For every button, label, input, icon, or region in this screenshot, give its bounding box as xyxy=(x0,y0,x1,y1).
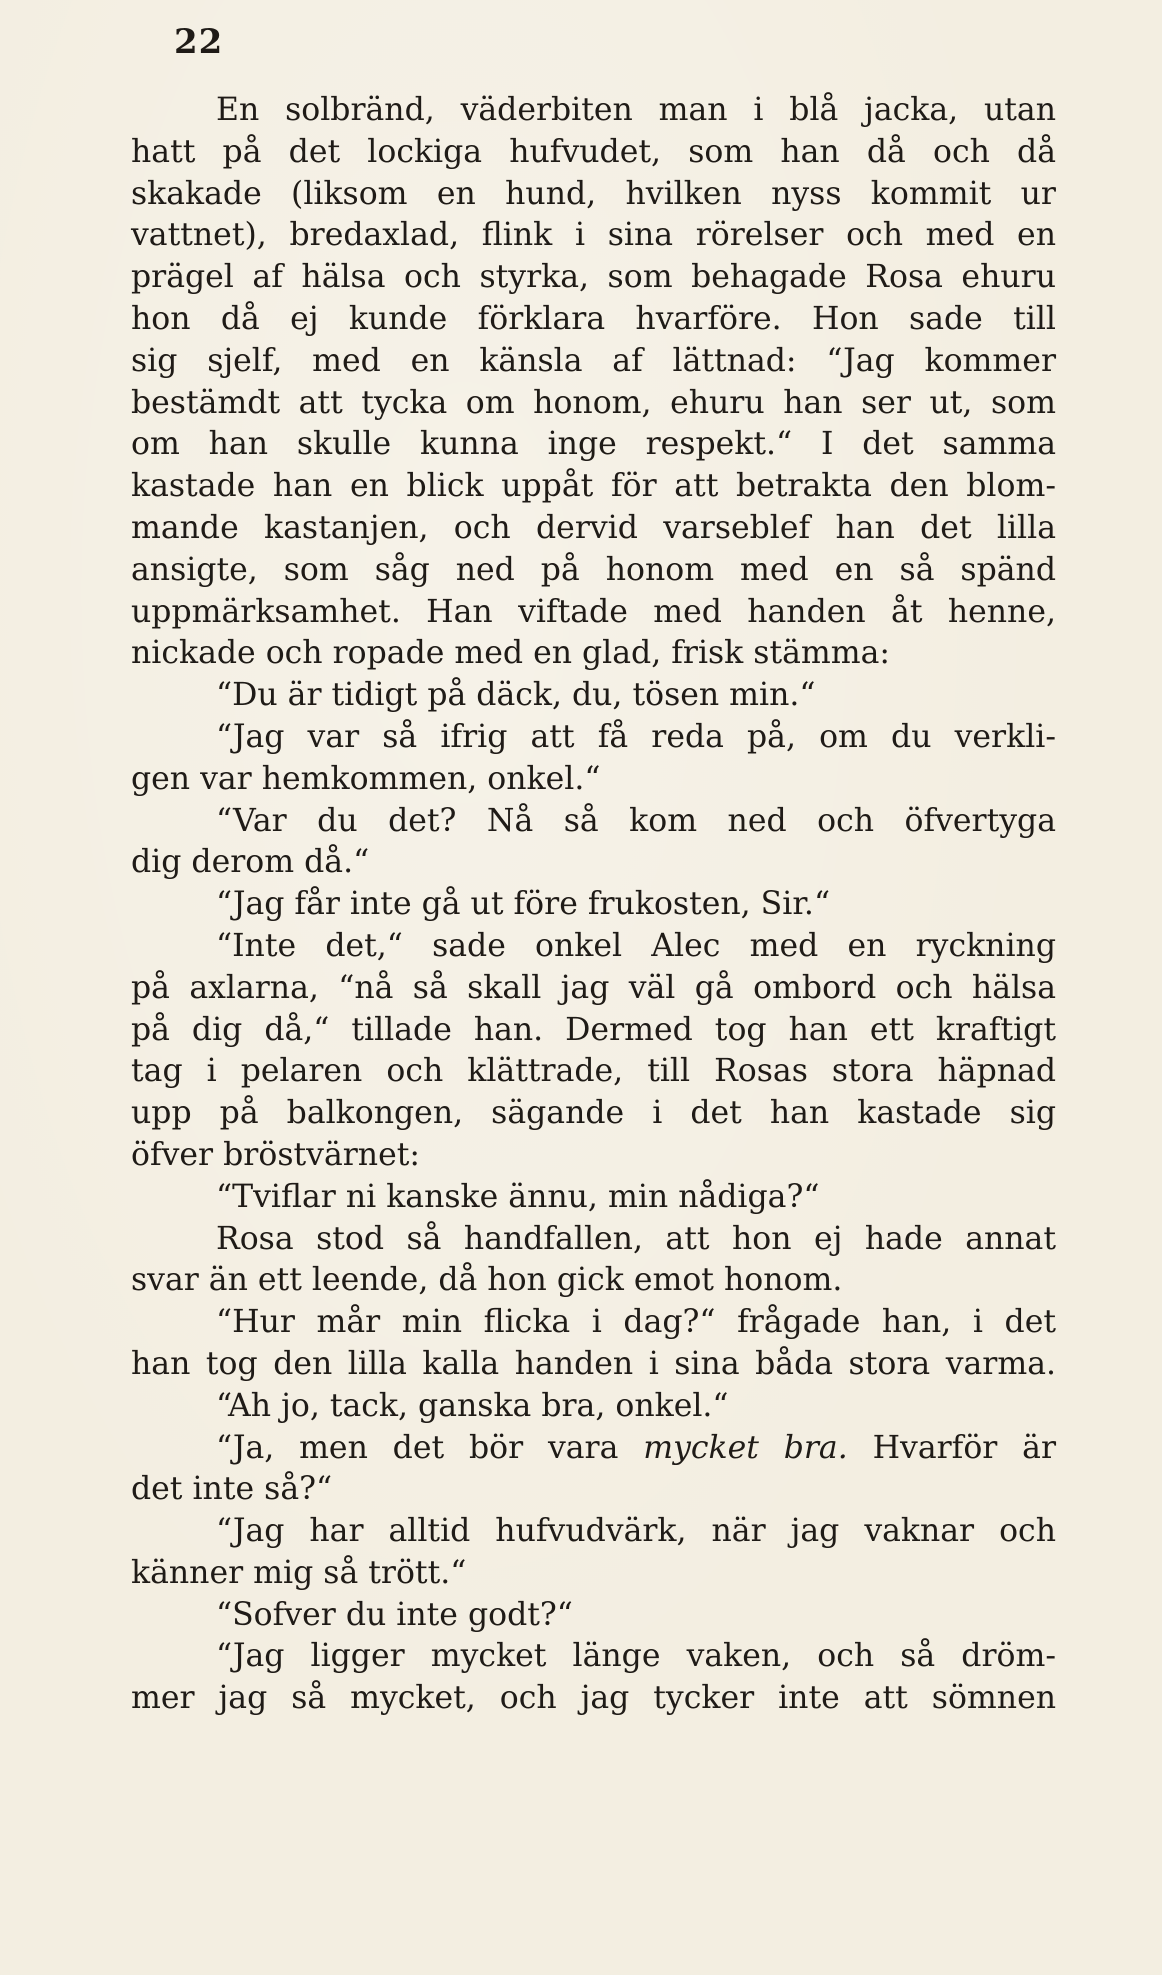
text-line: hon då ej kunde förklara hvarföre. Hon sade till xyxy=(131,300,1056,337)
text-line: “Tviflar ni kanske ännu, min nådiga?“ xyxy=(216,1178,820,1215)
text-line: “Var du det? Nå så kom ned och öfvertyga xyxy=(216,802,1056,839)
text-line: gen var hemkommen, onkel.“ xyxy=(131,760,601,797)
text-line: vattnet), bredaxlad, flink i sina rörelser och med en xyxy=(131,217,1056,254)
text-line: öfver bröstvärnet: xyxy=(131,1136,420,1173)
page-number: 22 xyxy=(174,22,224,62)
text-line: om han skulle kunna inge respekt.“ I det samma xyxy=(131,426,1056,463)
text-line: på axlarna, “nå så skall jag väl gå ombord och hälsa xyxy=(131,969,1056,1006)
text-line: mande kastanjen, och dervid varseblef han det lilla xyxy=(131,509,1056,546)
text-line: “Du är tidigt på däck, du, tösen min.“ xyxy=(216,677,816,714)
text-line: svar än ett leende, då hon gick emot honom. xyxy=(131,1262,843,1299)
text-line: upp på balkongen, sägande i det han kastade sig xyxy=(131,1095,1056,1132)
text-line: kastade han en blick uppåt för att betrakta den blom- xyxy=(131,468,1056,505)
text-line: känner mig så trött.“ xyxy=(131,1554,467,1591)
text-line: nickade och ropade med en glad, frisk stämma: xyxy=(131,635,891,672)
text-line: bestämdt att tycka om honom, ehuru han ser ut, som xyxy=(131,384,1056,421)
text-line: “Jag ligger mycket länge vaken, och så dröm- xyxy=(216,1638,1056,1675)
text-line: han tog den lilla kalla handen i sina båda stora varma. xyxy=(131,1345,1056,1382)
text-line: hatt på det lockiga hufvudet, som han då och då xyxy=(131,133,1056,170)
text-segment: “Ja, men det bör vara xyxy=(216,1429,619,1466)
text-line: det inte så?“ xyxy=(131,1471,333,1508)
text-line-mixed xyxy=(131,1428,1056,1470)
text-line: “Jag var så ifrig att få reda på, om du verkli- xyxy=(216,718,1056,755)
text-line: skakade (liksom en hund, hvilken nyss kommit ur xyxy=(131,175,1056,212)
text-line: “Jag får inte gå ut före frukosten, Sir.“ xyxy=(216,886,831,923)
text-line: ansigte, som såg ned på honom med en så spänd xyxy=(131,551,1056,588)
text-line: “Sofver du inte godt?“ xyxy=(216,1596,573,1633)
italic-emphasis: mycket bra. xyxy=(643,1429,848,1466)
text-line: dig derom då.“ xyxy=(131,844,370,881)
text-line: “Jag har alltid hufvudvärk, när jag vaknar och xyxy=(216,1513,1056,1550)
text-line: på dig då,“ tillade han. Dermed tog han ett kraftigt xyxy=(131,1011,1056,1048)
text-line: mer jag så mycket, och jag tycker inte att sömnen xyxy=(131,1680,1056,1717)
text-line: tag i pelaren och klättrade, till Rosas stora häpnad xyxy=(131,1053,1056,1090)
text-line: “Ah jo, tack, ganska bra, onkel.“ xyxy=(216,1387,729,1424)
body-text xyxy=(131,90,1056,1720)
text-line: Rosa stod så handfallen, att hon ej hade annat xyxy=(216,1220,1056,1257)
text-line: uppmärksamhet. Han viftade med handen åt henne, xyxy=(131,593,1056,630)
text-line: En solbränd, väderbiten man i blå jacka, utan xyxy=(216,92,1056,128)
text-line: “Hur mår min flicka i dag?“ frågade han, i det xyxy=(216,1304,1056,1341)
text-segment: Hvarför är xyxy=(872,1429,1057,1466)
text-line: “Inte det,“ sade onkel Alec med en ryckning xyxy=(216,927,1056,964)
text-line: prägel af hälsa och styrka, som behagade Rosa ehuru xyxy=(131,259,1056,296)
text-line: sig sjelf, med en känsla af lättnad: “Jag kommer xyxy=(131,342,1056,379)
